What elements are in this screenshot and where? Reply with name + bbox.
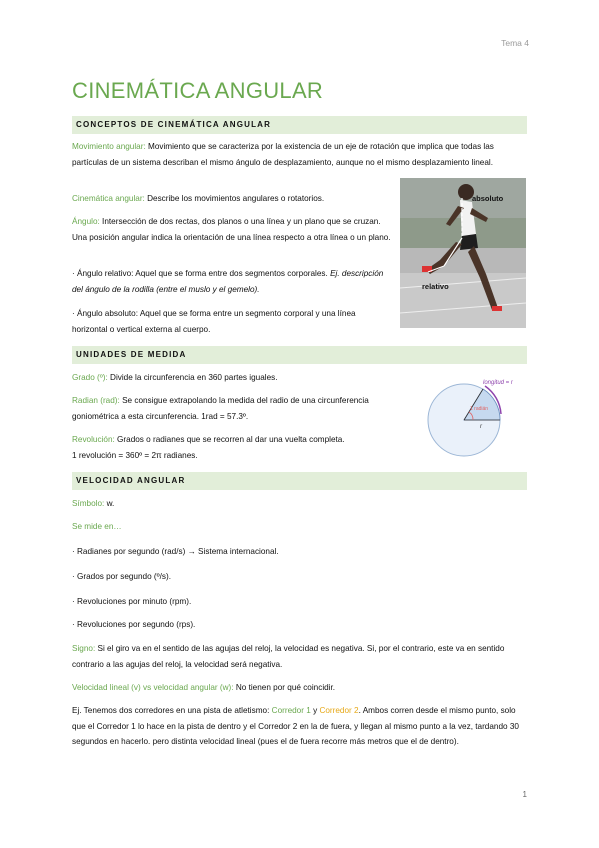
definition-revolucion: Grados o radianes que se recorren al dar una vuelta completa. [114, 435, 345, 444]
term-revolucion: Revolución: [72, 435, 115, 444]
equation-revolucion: 1 revolución = 360º = 2π radianes. [72, 450, 198, 460]
paragraph-revolucion [72, 432, 412, 463]
paragraph-velocidad-lineal [72, 680, 527, 696]
list-item-rpm: · Revoluciones por minuto (rpm). [72, 597, 192, 606]
section-unidades: UNIDADES DE MEDIDA [72, 346, 527, 364]
paragraph-signo [72, 641, 527, 672]
corredor-2: Corredor 2 [319, 706, 359, 715]
runner-photo [400, 178, 526, 328]
page-title: CINEMÁTICA ANGULAR [72, 78, 324, 103]
definition-cinematica-angular: Describe los movimientos angulares o rotatorios. [144, 194, 325, 203]
definition-angulo-relativo: · Ángulo relativo: Aquel que se forma entre dos segmentos corporales. [72, 269, 331, 278]
corredor-1: Corredor 1 [271, 706, 311, 715]
term-cinematica-angular: Cinemática angular: [72, 194, 145, 203]
section-velocidad: VELOCIDAD ANGULAR [72, 472, 527, 490]
label-relativo: relativo [422, 282, 449, 291]
example-conjunction: y [310, 706, 320, 715]
paragraph-angulo-absoluto [72, 306, 392, 337]
term-simbolo: Símbolo: [72, 499, 105, 508]
list-item-rps: · Revoluciones por segundo (rps). [72, 620, 196, 629]
definition-angulo: Intersección de dos rectas, dos planos o una línea y un plano que se cruzan. Una posición angular indica la orientación de una línea respecto a otra línea o un plano. [72, 217, 391, 242]
term-velocidad-lineal: Velocidad lineal (v) vs velocidad angular (w): [72, 683, 234, 692]
term-grado: Grado (º): [72, 373, 108, 382]
term-radian: Radian (rad): [72, 396, 120, 405]
term-signo: Signo: [72, 644, 96, 653]
definition-grado: Divide la circunferencia en 360 partes iguales. [107, 373, 278, 382]
paragraph-grado [72, 370, 402, 386]
example-body: . Ambos corren desde el mismo punto, solo que el Corredor 1 lo hace en la pista de dentro y el Corredor 2 en la de fuera, y llegan al mismo punto a la vez, tardando 30 segundos en hacerlo. pero distinta velocidad lineal (pues el de fuera recorre más metros que el de dentro). [72, 706, 519, 746]
list-item-grados-s: · Grados por segundo (º/s). [72, 572, 172, 581]
term-movimiento-angular: Movimiento angular: [72, 142, 146, 151]
definition-signo: Si el giro va en el sentido de las agujas del reloj, la velocidad es negativa. Si, por el contrario, este va en sentido contrario a las agujas del reloj, la velocidad será negativa. [72, 644, 505, 669]
label-radian: 1 radián [470, 406, 489, 412]
example-intro: Ej. Tenemos dos corredores en una pista de atletismo: [72, 706, 272, 715]
paragraph-angulo [72, 214, 392, 245]
heading-se-mide: Se mide en… [72, 522, 122, 531]
definition-simbolo: w. [104, 499, 115, 508]
paragraph-ejemplo [72, 703, 527, 750]
label-longitud: longitud = r [483, 380, 513, 386]
list-item-rad-s: · Radianes por segundo (rad/s) → Sistema internacional. [72, 547, 279, 556]
page-number: 1 [522, 790, 527, 799]
label-r: r [480, 424, 482, 430]
paragraph-radian [72, 393, 412, 424]
label-absoluto: absoluto [472, 194, 504, 203]
section-conceptos: CONCEPTOS DE CINEMÁTICA ANGULAR [72, 116, 527, 134]
definition-radian: Se consigue extrapolando la medida del radio de una circunferencia goniométrica a esta circunferencia. 1rad = 57.3º. [72, 396, 369, 421]
header-tema: Tema 4 [501, 38, 529, 48]
term-angulo: Ángulo: [72, 217, 100, 226]
definition-velocidad-lineal: No tienen por qué coincidir. [233, 683, 336, 692]
definition-movimiento-angular: Movimiento que se caracteriza por la existencia de un eje de rotación que implica que todas las partículas de un sistema describan el mismo ángulo de desplazamiento, aunque no el mismo desplazamiento lineal. [72, 142, 494, 167]
example-angulo-relativo: Ej. descripción del ángulo de la rodilla (entre el muslo y el gemelo). [72, 269, 384, 294]
paragraph-movimiento-angular [72, 139, 527, 170]
radian-circle-figure [420, 378, 526, 458]
paragraph-angulo-relativo [72, 266, 392, 297]
paragraph-cinematica-angular [72, 191, 392, 207]
definition-angulo-absoluto: · Ángulo absoluto: Aquel que se forma entre un segmento corporal y una línea horizontal o vertical externa al cuerpo. [72, 309, 356, 334]
paragraph-simbolo [72, 496, 527, 512]
